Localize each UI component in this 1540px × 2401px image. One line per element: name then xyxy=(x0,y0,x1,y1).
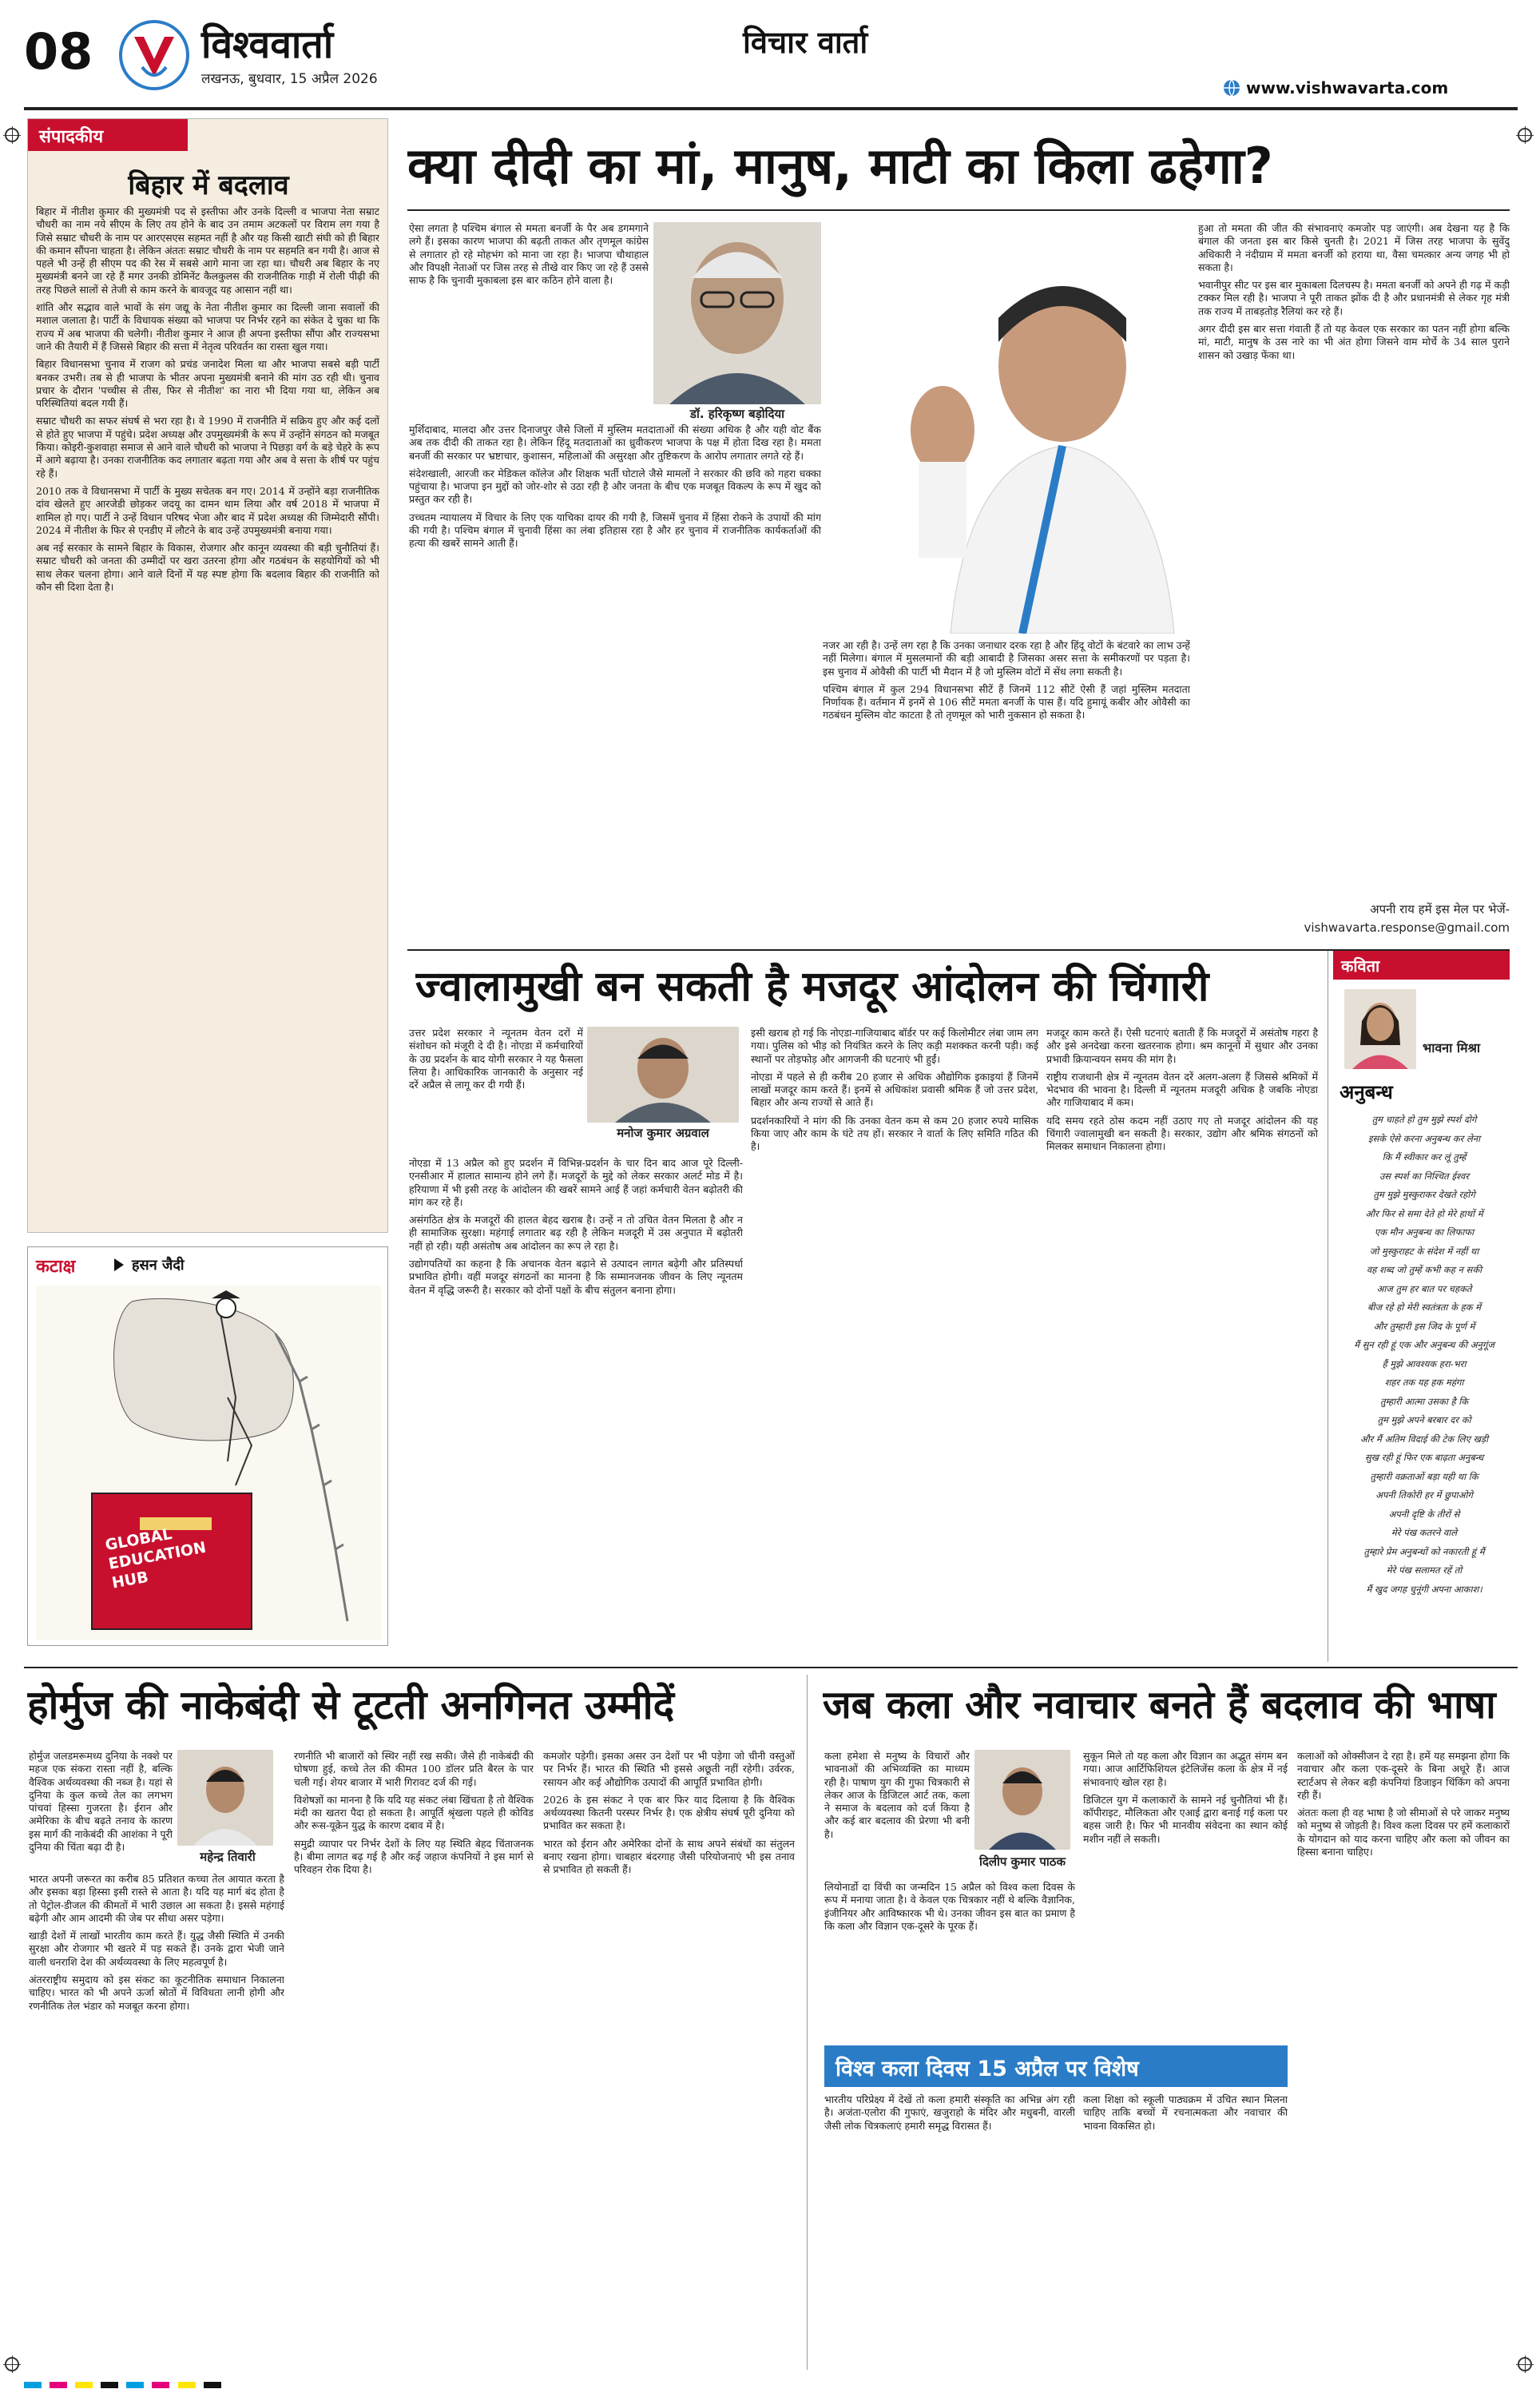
poem-line: मेरे पंख कतरने वाले xyxy=(1391,1527,1458,1538)
editorial-body xyxy=(36,205,379,1224)
art-paragraph: अंततः कला ही वह भाषा है जो सीमाओं से परे जाकर मनुष्य को मनुष्य से जोड़ती है। विश्व कला दिवस पर हमें कलाकारों के योगदान को याद करना चाहिए और कला को जीवन का हिस्सा बनाना चाहिए। xyxy=(1297,1807,1510,1858)
arrow-icon xyxy=(114,1258,124,1271)
poem-line: और फिर से समा देते हो मेरे हाथों में xyxy=(1365,1207,1483,1219)
lead-headline: क्या दीदी का मां, मानुष, माटी का किला ढहेगा? xyxy=(407,137,1273,195)
registration-mark-icon xyxy=(5,2357,19,2371)
color-swatch xyxy=(204,2382,221,2388)
hormuz-paragraph: 2026 के इस संकट ने एक बार फिर याद दिलाया है कि वैश्विक अर्थव्यवस्था कितनी परस्पर निर्भर है। एक क्षेत्रीय संघर्ष पूरी दुनिया को प्रभावित कर सकता है। xyxy=(543,1793,795,1832)
poem-line: वह शब्द जो तुम्हें कभी कह न सकी xyxy=(1366,1264,1482,1275)
poem-line: मेरे पंख सलामत रहें तो xyxy=(1386,1564,1463,1576)
labor-paragraph: इसी खराब हो गई कि नोएडा-गाजियाबाद बॉर्डर पर कई किलोमीटर लंबा जाम लग गया। पुलिस को भीड़ को नियंत्रित करने के लिए कड़ी मशक्कत करनी पड़ी। कई स्थानों पर तोड़फोड़ और आगजनी की घटनाएं भी हुईं। xyxy=(751,1027,1038,1065)
lead-footer-note: अपनी राय हमें इस मेल पर भेजें- xyxy=(1370,902,1510,916)
labor-headline: ज्वालामुखी बन सकती है मजदूर आंदोलन की चिंगारी xyxy=(415,963,1209,1011)
labor-paragraph: उद्योगपतियों का कहना है कि अचानक वेतन बढ़ाने से उत्पादन लागत बढ़ेगी और प्रतिस्पर्धा प्रभावित होगी। वहीं मजदूर संगठनों का मानना है कि सम्मानजनक जीवन के लिए न्यूनतम वेतन में वृद्धि जरूरी है। सरकार को दोनों पक्षों के बीच संतुलन बनाना होगा। xyxy=(409,1258,743,1296)
labor-paragraph: प्रदर्शनकारियों ने मांग की कि उनका वेतन कम से कम 20 हजार रुपये मासिक किया जाए और काम के घंटे तय हों। सरकार ने वार्ता के लिए समिति गठित की है। xyxy=(751,1114,1038,1153)
editorial-paragraph: सम्राट चौधरी का सफर संघर्ष से भरा रहा है। वे 1990 में राजनीति में सक्रिय हुए और कई दलों से होते हुए भाजपा में पहुंचे। प्रदेश अध्यक्ष और उपमुख्यमंत्री के रूप में उन्होंने संगठन को मजबूत किया। कोइरी-कुशवाहा समाज से आने वाले चौधरी को भाजपा ने पिछड़ा वर्ग के बड़े चेहरे के रूप में आगे बढ़ाया है। उनका राजनीतिक कद लगातार बढ़ता गया और अब वे सत्ता के शीर्ष पर पहुंच रहे हैं। xyxy=(36,415,379,479)
poem-line: तुम मुझे अपने बरबार दर को xyxy=(1377,1414,1471,1425)
lead-col-4 xyxy=(1198,222,1510,893)
labor-paragraph: असंगठित क्षेत्र के मजदूरों की हालत बेहद खराब है। उन्हें न तो उचित वेतन मिलता है और न ही सामाजिक सुरक्षा। महंगाई लगातार बढ़ रही है लेकिन मजदूरी में उस अनुपात में बढ़ोतरी नहीं हो रही। यही असंतोष अब आंदोलन का रूप ले रहा है। xyxy=(409,1214,743,1252)
lead-paragraph: ऐसा लगता है पश्चिम बंगाल से ममता बनर्जी के पैर अब डगमगाने लगे हैं। इसका कारण भाजपा की बढ़ती ताकत और तृणमूल कांग्रेस से लगातार हो रहे मोहभंग को माना जा रहा है। भाजपा चौथाहाल और विपक्षी नेताओं पर जिस तरह से तीखे वार किए जा रहे हैं उससे साफ है कि चुनावी मुकाबला इस बार कठिन होने वाला है। xyxy=(409,222,649,287)
editorial-paragraph: अब नई सरकार के सामने बिहार के विकास, रोजगार और कानून व्यवस्था की बड़ी चुनौतियां हैं। सम्राट चौधरी को जनता की उम्मीदों पर खरा उतरना होगा और गठबंधन के सहयोगियों को भी साथ लेकर चलना होगा। आने वाले दिनों में यह स्पष्ट होगा कि बदलाव बिहार की राजनीति को कौन सी दिशा देता है। xyxy=(36,542,379,594)
poem-line: सुख रही हूं फिर एक बाढ़ता अनुबन्ध xyxy=(1364,1452,1484,1463)
editorial-paragraph: 2010 तक वे विधानसभा में पार्टी के मुख्य सचेतक बन गए। 2014 में उन्होंने बड़ा राजनीतिक दांव खेलते हुए आरजेडी छोड़कर जदयू का दामन थाम लिया और वर्ष 2018 में भाजपा में शामिल हो गए। पार्टी ने उन्हें विधान परिषद भेजा और बाद में प्रदेश अध्यक्ष की जिम्मेदारी सौंपी। 2024 में नीतीश के फिर से एनडीए में लौटने के बाद उन्हें उपमुख्यमंत्री बनाया गया। xyxy=(36,484,379,536)
hormuz-author-name: महेन्द्र तिवारी xyxy=(200,1850,256,1864)
section-title: विचार वार्ता xyxy=(743,25,868,60)
poem-box xyxy=(1328,951,1510,1662)
color-swatch xyxy=(101,2382,118,2388)
lead-paragraph: उच्चतम न्यायालय में विचार के लिए एक याचिका दायर की गयी है, जिसमें चुनाव में हिंसा रोकने के उपायों की मांग की गयी है। पश्चिम बंगाल में चुनावी हिंसा का लंबा इतिहास रहा है और हर चुनाव में राजनीतिक कार्यकर्ताओं की हत्या की खबरें सामने आती हैं। xyxy=(409,511,821,550)
poem-line: मैं सुन रही हूं एक और अनुबन्ध की अनुगूंज xyxy=(1354,1339,1494,1350)
lead-footer-email[interactable]: vishwavarta.response@gmail.com xyxy=(1304,920,1510,935)
color-swatch xyxy=(178,2382,196,2388)
labor-paragraph: यदि समय रहते ठोस कदम नहीं उठाए गए तो मजदूर आंदोलन की यह चिंगारी ज्वालामुखी बन सकती है। सरकार, उद्योग और श्रमिक संगठनों को मिलकर समाधान निकालना होगा। xyxy=(1046,1114,1318,1153)
art-paragraph: लियोनार्डो दा विंची का जन्मदिन 15 अप्रैल को विश्व कला दिवस के रूप में मनाया जाता है। वे केवल एक चित्रकार नहीं थे बल्कि वैज्ञानिक, इंजीनियर और आविष्कारक भी थे। उनका जीवन इस बात का प्रमाण है कि कला और विज्ञान एक-दूसरे के पूरक हैं। xyxy=(824,1881,1075,1932)
cartoon-label: कटाक्ष xyxy=(36,1257,76,1277)
hormuz-paragraph: भारत अपनी जरूरत का करीब 85 प्रतिशत कच्चा तेल आयात करता है और इसका बड़ा हिस्सा इसी रास्ते से आता है। यदि यह मार्ग बंद होता है तो पेट्रोल-डीजल की कीमतों में भारी उछाल आ सकता है। इससे महंगाई बढ़ेगी और आम आदमी की जेब पर सीधा असर पड़ेगा। xyxy=(29,1873,284,1924)
color-swatch xyxy=(75,2382,93,2388)
art-col-1c xyxy=(824,2093,1075,2368)
poem-lines xyxy=(1340,1111,1509,1599)
hormuz-author-photo xyxy=(177,1750,273,1846)
art-paragraph: सुकून मिले तो यह कला और विज्ञान का अद्भुत संगम बन गया। आज आर्टिफिशियल इंटेलिजेंस कला के क्षेत्र में नई संभावनाएं खोल रहा है। xyxy=(1083,1750,1288,1788)
paper-name: विश्ववार्ता xyxy=(201,22,334,67)
poem-line: और मैं अतिम विदाई की टेक लिए खड़ी xyxy=(1359,1433,1489,1445)
editorial-paragraph: बिहार विधानसभा चुनाव में राजग को प्रचंड जनादेश मिला था और भाजपा सबसे बड़ी पार्टी बनकर उभरी। तब से ही भाजपा के भीतर अपना मुख्यमंत्री बनाने की मांग उठ रही थी। चुनाव प्रचार के दौरान 'पच्चीस से तीस, फिर से नीतीश' का नारा भी दिया गया था, लेकिन अब परिस्थितियां बदल गयी हैं। xyxy=(36,358,379,410)
art-paragraph: कला हमेशा से मनुष्य के विचारों और भावनाओं की अभिव्यक्ति का माध्यम रही है। पाषाण युग की गुफा चित्रकारी से लेकर आज के डिजिटल आर्ट तक, कला ने समाज के बदलाव को दर्ज किया है और कई बार बदलाव की प्रेरणा भी बनी है। xyxy=(824,1750,970,1840)
poem-label: कविता xyxy=(1333,951,1510,980)
city-date: लखनऊ, बुधवार, 15 अप्रैल 2026 xyxy=(201,71,378,87)
lead-paragraph: मुर्शिदाबाद, मालदा और उत्तर दिनाजपुर जैसे जिलों में मुस्लिम मतदाताओं की संख्या अधिक है और यही वोट बैंक अब तक दीदी की ताकत रहा है। लेकिन हिंदू मतदाताओं का ध्रुवीकरण भाजपा के पक्ष में होता दिख रहा है। ममता बनर्जी की सरकार पर भ्रष्टाचार, कुशासन, महिलाओं की असुरक्षा और तुष्टिकरण के आरोप लगातार लगते रहे हैं। xyxy=(409,423,821,462)
labor-paragraph: मजदूर काम करते हैं। ऐसी घटनाएं बताती हैं कि मजदूरों में असंतोष गहरा है और इसे अनदेखा करना खतरनाक होगा। श्रम कानूनों में सुधार और उनका प्रभावी क्रियान्वयन समय की मांग है। xyxy=(1046,1027,1318,1065)
poem-line: इसके ऐसे करना अनुबन्ध कर लेना xyxy=(1367,1132,1481,1144)
art-banner: विश्व कला दिवस 15 अप्रैल पर विशेष xyxy=(824,2045,1288,2087)
cartoon-sign: GLOBAL EDUCATION HUB xyxy=(104,1524,208,1592)
labor-paragraph: राष्ट्रीय राजधानी क्षेत्र में न्यूनतम वेतन दरें अलग-अलग हैं जिससे श्रमिकों में भेदभाव की भावना है। दिल्ली में न्यूनतम मजदूरी अधिक है जबकि नोएडा और गाजियाबाद में कम। xyxy=(1046,1070,1318,1109)
labor-author-photo xyxy=(587,1027,739,1123)
poem-line: हैं मुझे आवश्यक हरा-भरा xyxy=(1382,1358,1467,1369)
hormuz-col-2 xyxy=(294,1750,534,2368)
poem-line: तुम चाहते हो तुम मुझे स्पर्श दोगे xyxy=(1371,1114,1477,1125)
labor-col-2 xyxy=(751,1027,1038,1660)
lead-author-photo xyxy=(653,222,821,404)
lead-paragraph: संदेशखाली, आरजी कर मेडिकल कॉलेज और शिक्षक भर्ती घोटाले जैसे मामलों ने सरकार की छवि को गहरा धक्का पहुंचाया है। भाजपा इन मुद्दों को जोर-शोर से उठा रही है और जनता के बीच एक मजबूत विकल्प के रूप में खुद को प्रस्तुत कर रही है। xyxy=(409,467,821,506)
hormuz-col-1a xyxy=(29,1750,173,1870)
poem-line: अपनी दृष्टि के तीरों से xyxy=(1388,1508,1460,1520)
hormuz-paragraph: खाड़ी देशों में लाखों भारतीय काम करते हैं। युद्ध जैसी स्थिति में उनकी सुरक्षा और रोजगार भी खतरे में पड़ सकते हैं। उनके द्वारा भेजी जाने वाली धनराशि देश की अर्थव्यवस्था के लिए महत्वपूर्ण है। xyxy=(29,1930,284,1968)
hormuz-headline: होर्मुज की नाकेबंदी से टूटती अनगिनत उम्मीदें xyxy=(27,1682,675,1728)
color-swatch xyxy=(24,2382,42,2388)
poem-line: उस स्पर्श का निश्चित ईश्वर xyxy=(1379,1170,1470,1182)
cartoonist-name: हसन जैदी xyxy=(132,1257,185,1274)
hormuz-paragraph: कमजोर पड़ेगी। इसका असर उन देशों पर भी पड़ेगा जो चीनी वस्तुओं पर निर्भर हैं। भारत की स्थिति भी इससे अछूती नहीं रहेगी। उर्वरक, रसायन और कई औद्योगिक उत्पादों की आपूर्ति प्रभावित होगी। xyxy=(543,1750,795,1788)
labor-author-name: मनोज कुमार अग्रवाल xyxy=(617,1126,709,1140)
editorial-box xyxy=(27,118,388,1233)
poem-line: एक मौन अनुबन्ध का लिफाफा xyxy=(1374,1226,1475,1238)
labor-paragraph: नोएडा में 13 अप्रैल को हुए प्रदर्शन में विभिन्न-प्रदर्शन के चार दिन बाद आज पूरे दिल्ली-एनसीआर में हालात सामान्य होने लगे हैं। मजदूरों के मुद्दे को लेकर सरकार अलर्ट मोड में है। हरियाणा में भी इसी तरह के आंदोलन की खबरें सामने आई हैं जहां कर्मचारी वेतन बढ़ोतरी की मांग कर रहे हैं। xyxy=(409,1157,743,1208)
poem-line: तुम्हारे प्रेम अनुबन्धों को नकारती हूं मैं xyxy=(1363,1545,1485,1557)
hormuz-paragraph: विशेषज्ञों का मानना है कि यदि यह संकट लंबा खिंचता है तो वैश्विक मंदी का खतरा पैदा हो सकता है। आपूर्ति श्रृंखला पहले ही कोविड और रूस-यूक्रेन युद्ध के कारण दबाव में है। xyxy=(294,1793,534,1832)
lead-paragraph: अगर दीदी इस बार सत्ता गंवाती हैं तो यह केवल एक सरकार का पतन नहीं होगा बल्कि मां, माटी, मानुष के उस नारे का भी अंत होगा जिसने वाम मोर्चे के 34 साल पुराने शासन को उखाड़ फेंका था। xyxy=(1198,323,1510,361)
poem-line: आज तुम हर बात पर चहकते xyxy=(1376,1282,1472,1294)
poet-photo xyxy=(1344,989,1416,1069)
poem-line: अपनी तिकोरी हर में छुपाओगे xyxy=(1375,1489,1473,1501)
lead-paragraph: भवानीपुर सीट पर इस बार मुकाबला दिलचस्प है। ममता बनर्जी को अपने ही गढ़ में कड़ी टक्कर मिल रही है। भाजपा ने पूरी ताकत झोंक दी है और प्रधानमंत्री से लेकर गृह मंत्री तक राज्य में ताबड़तोड़ रैलियां कर रहे हैं। xyxy=(1198,279,1510,317)
art-paragraph: डिजिटल युग में कलाकारों के सामने नई चुनौतियां भी हैं। कॉपीराइट, मौलिकता और एआई द्वारा बनाई गई कला पर बहस जारी है। फिर भी मानवीय संवेदना का स्थान कोई मशीन नहीं ले सकती। xyxy=(1083,1793,1288,1845)
art-headline: जब कला और नवाचार बनते हैं बदलाव की भाषा xyxy=(823,1683,1496,1727)
cartoon-box xyxy=(27,1246,388,1646)
poem-line: जो मुस्कुराहट के संदेश में नहीं था xyxy=(1369,1245,1479,1257)
labor-paragraph: नोएडा में पहले से ही करीब 20 हजार से अधिक औद्योगिक इकाइयां हैं जिनमें लाखों मजदूर काम करते हैं। इनमें से अधिकांश प्रवासी श्रमिक हैं जो उत्तर प्रदेश, बिहार और अन्य राज्यों से आते हैं। xyxy=(751,1070,1038,1109)
labor-col-1 xyxy=(409,1027,583,1155)
poem-line: कि मैं स्वीकार कर लूं तुम्हें xyxy=(1382,1151,1467,1163)
cartoon-illustration xyxy=(36,1286,381,1640)
poem-line: तुम्हारी आत्मा उसका है कि xyxy=(1379,1395,1469,1407)
hormuz-paragraph: समुद्री व्यापार पर निर्भर देशों के लिए यह स्थिति बेहद चिंताजनक है। बीमा लागत बढ़ गई है और कई जहाज कंपनियों ने इस मार्ग से परिवहन रोक दिया है। xyxy=(294,1837,534,1876)
registration-mark-icon xyxy=(1518,128,1532,142)
poem-line: बीज रहे हो मेरी स्वतंत्रता के हक में xyxy=(1367,1302,1482,1313)
poem-line: और तुम्हारी इस जिद के पूर्ण में xyxy=(1373,1320,1475,1332)
lead-rule xyxy=(407,209,1510,211)
globe-icon xyxy=(1222,78,1241,97)
registration-mark-icon xyxy=(5,128,19,142)
lead-paragraph: हुआ तो ममता की जीत की संभावनाएं कमजोर पड़ जाएंगी। अब देखना यह है कि बंगाल की जनता इस बार किसे चुनती है। 2021 में जिस तरह भाजपा के सुवेंदु अधिकारी ने नंदीग्राम में ममता बनर्जी को हराया था, वैसा चमत्कार अन्य जगह भी हो सकता है। xyxy=(1198,222,1510,273)
editorial-title: बिहार में बदलाव xyxy=(128,169,289,201)
lead-paragraph: पश्चिम बंगाल में कुल 294 विधानसभा सीटें हैं जिनमें 112 सीटें ऐसी हैं जहां मुस्लिम मतदाता निर्णायक हैं। वर्तमान में इनमें से 106 सीटें ममता बनर्जी के पास हैं। यदि हुमायूं कबीर और ओवैसी का गठबंधन मुस्लिम वोट काटता है तो तृणमूल को भारी नुकसान हो सकता है। xyxy=(823,682,1190,721)
hormuz-paragraph: अंतरराष्ट्रीय समुदाय को इस संकट का कूटनीतिक समाधान निकालना चाहिए। भारत को भी अपने ऊर्जा स्रोतों में विविधता लानी होगी और रणनीतिक तेल भंडार को मजबूत करना होगा। xyxy=(29,1974,284,2012)
registration-mark-icon xyxy=(1518,2357,1532,2371)
color-registration-bar xyxy=(24,2377,1518,2388)
editorial-label: संपादकीय xyxy=(28,119,188,151)
masthead-rule xyxy=(24,107,1518,110)
labor-col-3 xyxy=(1046,1027,1318,1660)
lead-col-3 xyxy=(823,639,1190,943)
art-col-2b xyxy=(1083,2093,1288,2368)
art-col-1b xyxy=(824,1881,1075,2041)
editorial-paragraph: शांति और सद्भाव वाले भावों के संग जद्यू के नेता नीतीश कुमार का दिल्ली जाना सवालों की मशाल जलाता है। पार्टी के विधायक संख्या को भाजपा पर निर्भर रहने का संकेत दे चुका था कि राज्य में अब भाजपा की चलेगी। नीतीश कुमार ने आज ही अपना इस्तीफा सौंपा और राज्यसभा जाने की तैयारी में हैं जिससे बिहार की सत्ता में नेतृत्व परिवर्तन का रास्ता खुल गया। xyxy=(36,301,379,352)
poem-line: मैं खुद जगह चुनूंगी अपना आकाश। xyxy=(1366,1583,1482,1595)
lead-col-2 xyxy=(409,423,821,943)
poem-line: शहर तक यह हक महंगा xyxy=(1384,1377,1464,1388)
art-paragraph: कला शिक्षा को स्कूली पाठ्यक्रम में उचित स्थान मिलना चाहिए ताकि बच्चों में रचनात्मकता और नवाचार की भावना विकसित हो। xyxy=(1083,2093,1288,2132)
website-link[interactable]: www.vishwavarta.com xyxy=(1246,78,1449,97)
column-divider xyxy=(807,1675,808,2370)
hormuz-col-1b xyxy=(29,1873,284,2368)
editorial-paragraph: बिहार में नीतीश कुमार की मुख्यमंत्री पद से इस्तीफा और उनके दिल्ली व भाजपा नेता सम्राट चौधरी का नाम नये सीएम के लिए तय होने के बाद उन तमाम अटकलों पर विराम लग गया है जिसे सम्राट चौधरी के नाम पर आरएसएस सहमत नहीं है और यह किसी खाटी संघी को ही बिहार की कमान सौंपना चाहता है। लेकिन अंततः सम्राट चौधरी के नाम पर सहमति बन गयी है। आज से पहले भी उन्हें ही सीएम पद की रेस में सबसे आगे माना जा रहा था। चौधरी अब बिहार के नए मुख्यमंत्री बनने जा रहे हैं मगर उनकी डोमिनेंट कैलकुलस की राजनीतिक गाड़ी में रोली पीढ़ी की तरह पिछले सालों से तेजी से काम करने के बावजूद यह आसान नहीं था। xyxy=(36,205,379,296)
paper-logo-icon xyxy=(118,19,190,91)
lead-col-1 xyxy=(409,222,649,414)
hormuz-paragraph: भारत को ईरान और अमेरिका दोनों के साथ अपने संबंधों का संतुलन बनाए रखना होगा। चाबहार बंदरगाह जैसी परियोजनाएं भी इस तनाव से प्रभावित हो सकती हैं। xyxy=(543,1837,795,1876)
lead-paragraph: नजर आ रही है। उन्हें लग रहा है कि उनका जनाधार दरक रहा है और हिंदू वोटों के बंटवारे का लाभ उन्हें नहीं मिलेगा। बंगाल में मुसलमानों की बड़ी आबादी है जिसका असर सत्ता के समीकरणों पर पड़ता है। इस चुनाव में ओवैसी की पार्टी भी मैदान में है जो मुस्लिम वोटों में सेंध लगा सकती है। xyxy=(823,639,1190,678)
poet-name: भावना मिश्रा xyxy=(1423,1040,1481,1055)
color-swatch xyxy=(50,2382,67,2388)
art-paragraph: कलाओं को ओक्सीजन दे रहा है। हमें यह समझना होगा कि नवाचार और कला एक-दूसरे के बिना अधूरे हैं। आज स्टार्टअप से लेकर बड़ी कंपनियां डिजाइन थिंकिंग को अपना रही हैं। xyxy=(1297,1750,1510,1801)
color-swatch xyxy=(126,2382,144,2388)
lead-author-name: डॉ. हरिकृष्ण बड़ोदिया xyxy=(689,407,785,421)
labor-paragraph: उत्तर प्रदेश सरकार ने न्यूनतम वेतन दरों में संशोधन को मंजूरी दे दी है। नोएडा में कर्मचारियों के उग्र प्रदर्शन के बाद योगी सरकार ने यह फैसला लिया है। आधिकारिक जानकारी के अनुसार नई दरें अप्रैल से लागू कर दी गयी हैं। xyxy=(409,1027,583,1091)
color-swatch xyxy=(152,2382,169,2388)
masthead xyxy=(24,14,1518,102)
art-author-name: दिलीप कुमार पाठक xyxy=(978,1854,1066,1869)
poem-line: तुम मुझे मुस्कुराकर देखते रहोगे xyxy=(1373,1189,1475,1200)
hormuz-col-3 xyxy=(543,1750,795,2368)
art-paragraph: भारतीय परिप्रेक्ष्य में देखें तो कला हमारी संस्कृति का अभिन्न अंग रही है। अजंता-एलोरा की गुफाएं, खजुराहो के मंदिर और मधुबनी, वारली जैसी लोक चित्रकलाएं हमारी समृद्ध विरासत हैं। xyxy=(824,2093,1075,2132)
page-number: 08 xyxy=(24,22,93,81)
poem-title: अनुबन्ध xyxy=(1340,1081,1393,1103)
hormuz-paragraph: होर्मुज जलडमरूमध्य दुनिया के नक्शे पर महज एक संकरा रास्ता नहीं है, बल्कि वैश्विक अर्थव्यवस्था की नब्ज है। यहां से दुनिया के कुल कच्चे तेल का लगभग पांचवां हिस्सा गुजरता है। ईरान और अमेरिका के बीच बढ़ते तनाव के कारण इस मार्ग की नाकेबंदी की आशंका ने पूरी दुनिया की चिंता बढ़ा दी है। xyxy=(29,1750,173,1854)
labor-col-1b xyxy=(409,1157,743,1660)
art-col-3 xyxy=(1297,1750,1510,2368)
politician-photo xyxy=(823,222,1190,634)
art-col-1a xyxy=(824,1750,970,1878)
art-col-2 xyxy=(1083,1750,1288,2041)
hormuz-paragraph: रणनीति भी बाजारों को स्थिर नहीं रख सकी। जैसे ही नाकेबंदी की घोषणा हुई, कच्चे तेल की कीमत 100 डॉलर प्रति बैरल के पार चली गई। शेयर बाजार में भारी गिरावट दर्ज की गई। xyxy=(294,1750,534,1788)
art-author-photo xyxy=(974,1750,1070,1850)
poem-line: तुम्हारी वक्रताओं बड़ा यही था कि xyxy=(1370,1470,1478,1482)
bottom-section-rule xyxy=(24,1667,1518,1668)
